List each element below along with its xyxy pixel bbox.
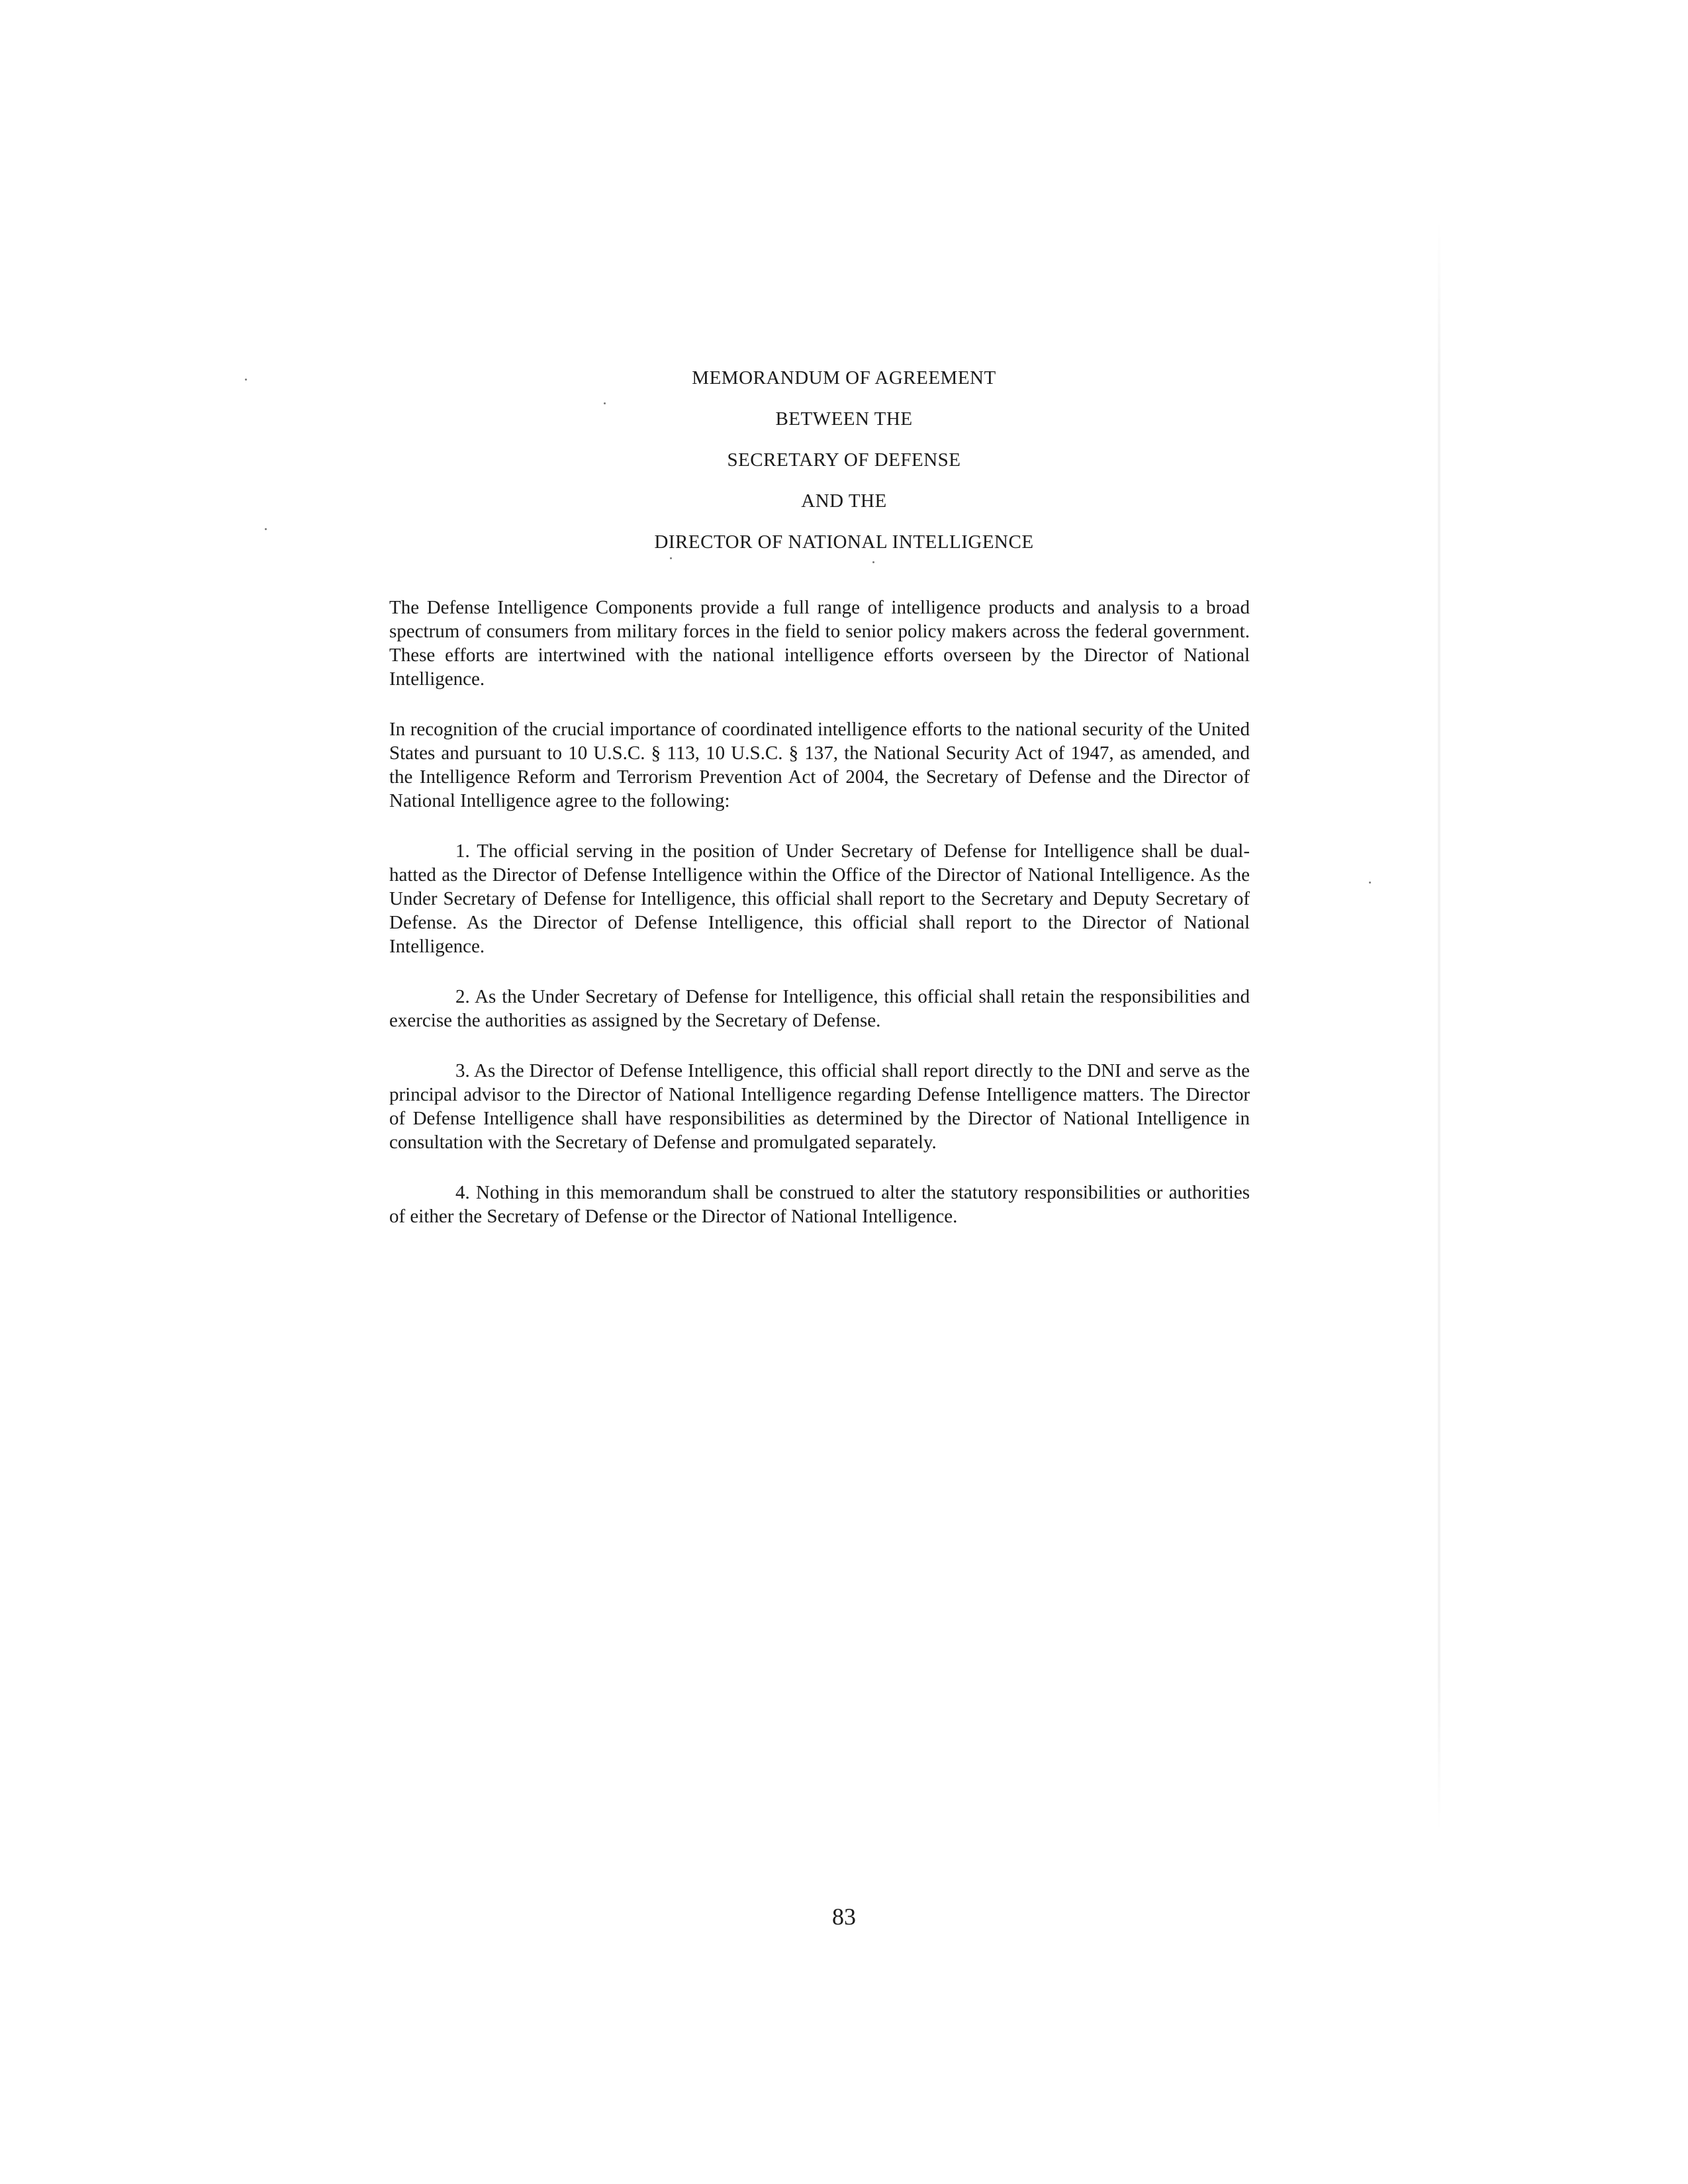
numbered-item-3: 3. As the Director of Defense Intelligence, this official shall report directly to the DNI and serve as the principal advisor to the Director of National Intelligence regarding Defense Intelligence matters. The Director of Defense Intelligence shall have responsibilities as determined by the Director of National Intelligence in consultation with the Secretary of Defense and promulgated separately. — [389, 1060, 1250, 1153]
scan-speck — [245, 379, 247, 381]
scan-speck — [1369, 882, 1371, 884]
recognition-paragraph: In recognition of the crucial importance of coordinated intelligence efforts to the national security of the United States and pursuant to 10 U.S.C. § 113, 10 U.S.C. § 137, the National Security Act of 1947, as amended, and the Intelligence Reform and Terrorism Prevention Act of 2004, the Secretary of Defense and the Director of National Intelligence agree to the following: — [389, 719, 1250, 811]
title-line-1: MEMORANDUM OF AGREEMENT — [692, 367, 996, 388]
title-line-3: SECRETARY OF DEFENSE — [727, 449, 961, 471]
numbered-item-2: 2. As the Under Secretary of Defense for Intelligence, this official shall retain the responsibilities and exercise the authorities as assigned by the Secretary of Defense. — [389, 986, 1250, 1031]
page-number: 83 — [832, 1903, 856, 1930]
numbered-item-1: 1. The official serving in the position of Under Secretary of Defense for Intelligence shall be dual-hatted as the Director of Defense Intelligence within the Office of the Director of National Intelligence. As the Under Secretary of Defense for Intelligence, this official shall report to the Secretary and Deputy Secretary of Defense. As the Director of Defense Intelligence, this official shall report to the Director of National Intelligence. — [389, 841, 1250, 957]
scan-edge-shadow — [1438, 218, 1440, 1833]
title-line-5: DIRECTOR OF NATIONAL INTELLIGENCE — [654, 531, 1034, 553]
memorandum-body — [389, 596, 1250, 1255]
title-line-2: BETWEEN THE — [775, 408, 913, 430]
intro-paragraph: The Defense Intelligence Components provide a full range of intelligence products and analysis to a broad spectrum of consumers from military forces in the field to senior policy makers across the federal government. These efforts are intertwined with the national intelligence efforts overseen by the Director of National Intelligence. — [389, 597, 1250, 690]
numbered-item-4: 4. Nothing in this memorandum shall be construed to alter the statutory responsibilities or authorities of either the Secretary of Defense or the Director of National Intelligence. — [389, 1182, 1250, 1227]
memorandum-title — [569, 357, 1119, 563]
title-line-4: AND THE — [801, 490, 887, 512]
scan-speck — [265, 528, 267, 530]
